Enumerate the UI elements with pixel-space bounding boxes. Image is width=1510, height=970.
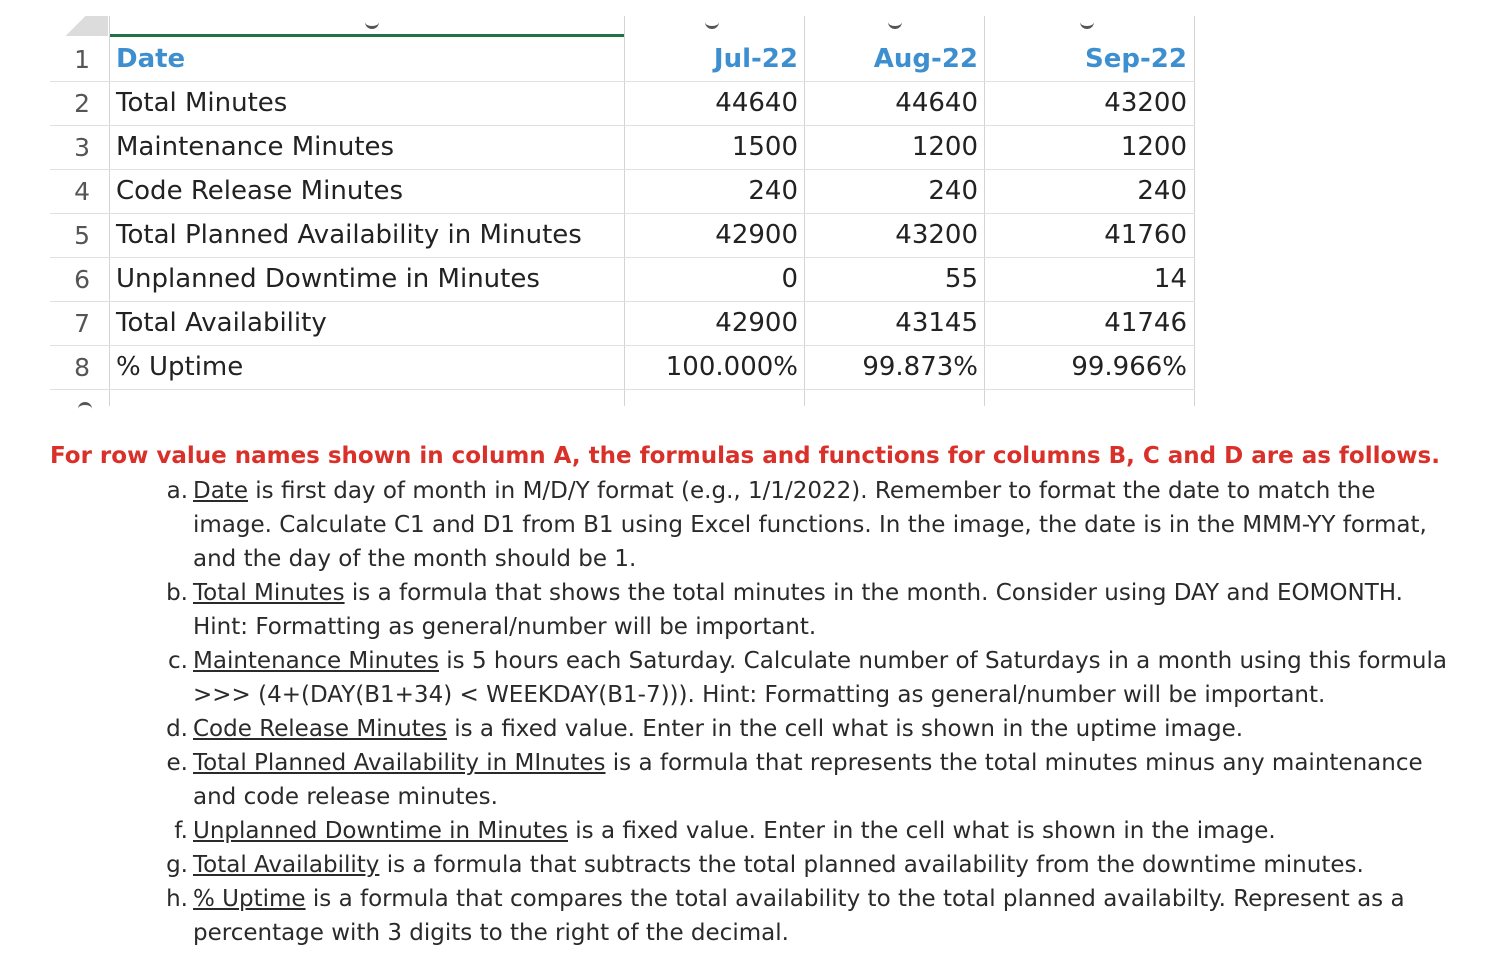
row-number[interactable]: 5 [74, 221, 90, 250]
column-header-b[interactable] [365, 20, 379, 29]
row-number[interactable]: 2 [74, 89, 90, 118]
cell-d[interactable]: 14 [1153, 264, 1187, 294]
cell-d[interactable]: 1200 [1120, 132, 1187, 162]
table-row [50, 301, 1195, 346]
row-number[interactable]: 4 [74, 177, 90, 206]
cell-a[interactable]: Code Release Minutes [116, 176, 404, 206]
cell-a[interactable]: Total Availability [116, 308, 327, 338]
column-header-strip [50, 16, 1195, 36]
cell-d[interactable]: 41760 [1104, 220, 1187, 250]
cell-a[interactable]: % Uptime [116, 352, 244, 382]
list-term: Maintenance Minutes [193, 648, 439, 674]
column-header-e[interactable] [1080, 20, 1094, 29]
list-item [160, 814, 1460, 848]
list-item [160, 882, 1460, 950]
row-number-partial [78, 402, 92, 410]
cell-a[interactable]: Unplanned Downtime in Minutes [116, 264, 540, 294]
table-row [50, 169, 1195, 214]
list-term: Total Minutes [193, 580, 345, 606]
cell-b[interactable]: 42900 [715, 220, 798, 250]
cell-d[interactable]: 99.966% [1071, 352, 1187, 382]
cell-a[interactable]: Total Minutes [116, 88, 288, 118]
list-term: Date [193, 478, 248, 504]
cell-d[interactable]: 41746 [1104, 308, 1187, 338]
list-text: is a formula that compares the total availability to the total planned availabilty. Represent as a percentage with 3 digits to the right of the decimal. [193, 886, 1405, 946]
list-text: is a fixed value. Enter in the cell what is shown in the uptime image. [446, 716, 1244, 742]
list-item [160, 848, 1460, 882]
list-text: is a formula that represents the total minutes minus any maintenance and code release minutes. [193, 750, 1423, 810]
list-text: is a formula that shows the total minutes in the month. Consider using DAY and EOMONTH. Hint: Formatting as general/number will be important. [193, 580, 1403, 640]
list-text: is a fixed value. Enter in the cell what is shown in the image. [567, 818, 1276, 844]
row-number[interactable]: 8 [74, 353, 90, 382]
table-row [50, 81, 1195, 126]
cell-b[interactable]: 44640 [715, 88, 798, 118]
cell-a[interactable]: Maintenance Minutes [116, 132, 395, 162]
list-text: is a formula that subtracts the total planned availability from the downtime minutes. [379, 852, 1364, 878]
list-term: Unplanned Downtime in Minutes [193, 818, 568, 844]
list-item [160, 712, 1460, 746]
list-text: is first day of month in M/D/Y format (e.g., 1/1/2022). Remember to format the date to match the image. Calculate C1 and D1 from B1 using Excel functions. In the image, the date is in the MMM-YY format, and the day of the month should be 1. [193, 478, 1427, 572]
cell-c[interactable]: 240 [928, 176, 978, 206]
spreadsheet [50, 16, 1195, 406]
column-header-d[interactable] [888, 20, 902, 29]
cell-d[interactable]: Sep-22 [1085, 44, 1187, 74]
row-number[interactable]: 1 [74, 45, 90, 74]
instructions-list [160, 474, 1460, 950]
list-marker: h. [166, 886, 188, 912]
list-term: Total Availability [193, 852, 380, 878]
list-marker: a. [166, 478, 188, 504]
table-row [50, 213, 1195, 258]
list-term: Code Release Minutes [193, 716, 447, 742]
row-number[interactable]: 7 [74, 309, 90, 338]
select-all-corner[interactable] [50, 16, 108, 36]
cell-c[interactable]: 99.873% [862, 352, 978, 382]
list-text: is 5 hours each Saturday. Calculate number of Saturdays in a month using this formula >>> (4+(DAY(B1+34) < WEEKDAY(B1-7))). Hint: Formatting as general/number will be important. [193, 648, 1447, 708]
list-term: Total Planned Availability in MInutes [193, 750, 606, 776]
list-term: % Uptime [193, 886, 306, 912]
table-row [50, 125, 1195, 170]
cell-c[interactable]: 1200 [911, 132, 978, 162]
table-row [50, 257, 1195, 302]
list-item [160, 474, 1460, 576]
list-marker: c. [168, 648, 188, 674]
cell-c[interactable]: Aug-22 [873, 44, 978, 74]
cell-a[interactable]: Total Planned Availability in Minutes [116, 220, 582, 250]
cell-c[interactable]: 44640 [895, 88, 978, 118]
cell-b[interactable]: 0 [781, 264, 798, 294]
list-marker: f. [174, 818, 188, 844]
list-marker: b. [166, 580, 188, 606]
cell-a[interactable]: Date [116, 44, 186, 74]
cell-b[interactable]: 1500 [731, 132, 798, 162]
instructions-intro: For row value names shown in column A, the formulas and functions for columns B, C and D are as follows. [50, 443, 1440, 469]
cell-c[interactable]: 55 [944, 264, 978, 294]
list-marker: d. [166, 716, 188, 742]
list-item [160, 644, 1460, 712]
row-number[interactable]: 6 [74, 265, 90, 294]
cell-d[interactable]: 240 [1137, 176, 1187, 206]
column-header-c[interactable] [705, 20, 719, 29]
table-row [50, 37, 1195, 82]
list-item [160, 746, 1460, 814]
cell-d[interactable]: 43200 [1104, 88, 1187, 118]
list-marker: e. [166, 750, 188, 776]
cell-c[interactable]: 43145 [895, 308, 978, 338]
row-number[interactable]: 3 [74, 133, 90, 162]
list-marker: g. [166, 852, 188, 878]
cell-b[interactable]: 100.000% [665, 352, 798, 382]
cell-c[interactable]: 43200 [895, 220, 978, 250]
cell-b[interactable]: 240 [748, 176, 798, 206]
list-item [160, 576, 1460, 644]
cell-b[interactable]: 42900 [715, 308, 798, 338]
table-row [50, 345, 1195, 390]
cell-b[interactable]: Jul-22 [713, 44, 798, 74]
